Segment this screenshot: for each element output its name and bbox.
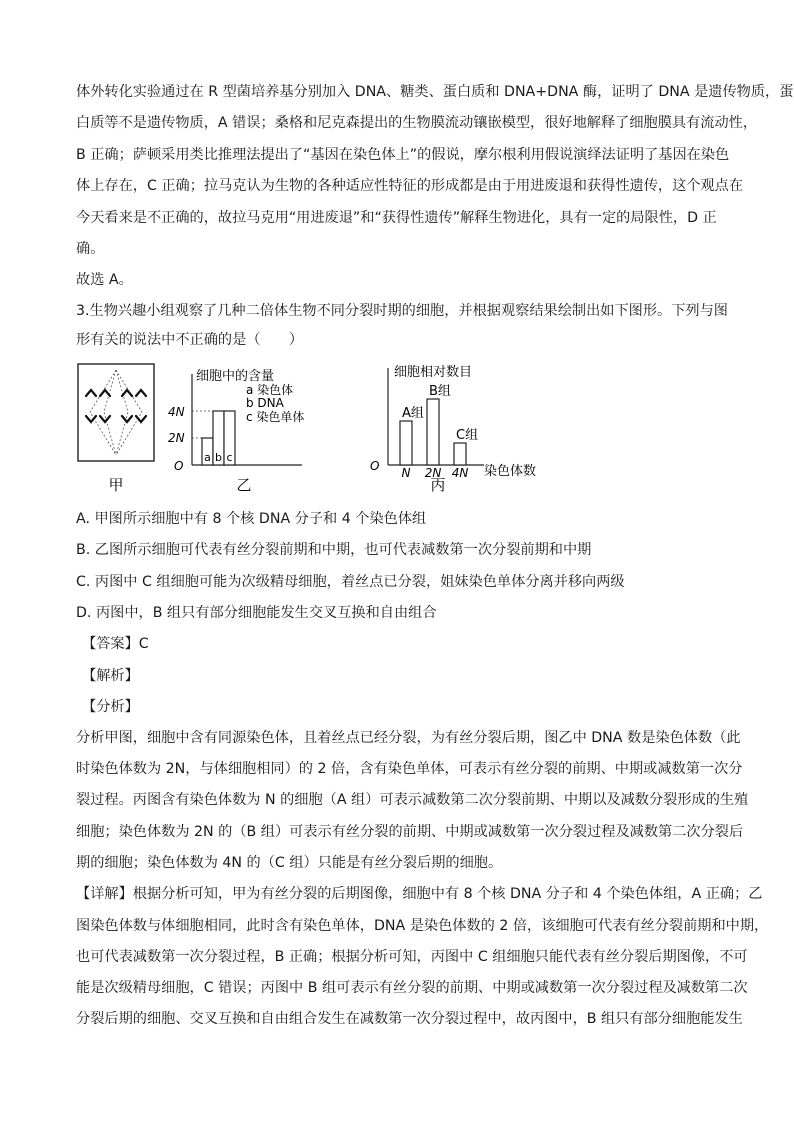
detail-line: 能是次级精母细胞，C 错误；丙图中 B 组可表示有丝分裂的前期、中期或减数第一次分裂过程及减数第二次 [76, 980, 748, 996]
jia-caption: 甲 [108, 476, 124, 494]
detail-line: 【详解】根据分析可知，甲为有丝分裂的后期图像，细胞中有 8 个核 DNA 分子和 4 个染色体组，A 正确；乙 [76, 886, 763, 902]
yi-bar-label-b: b [215, 451, 222, 464]
bing-group-label: B组 [429, 384, 451, 399]
text-line: 体外转化实验通过在 R 型菌培养基分别加入 DNA、糖类、蛋白质和 DNA+DNA 酶，证明了 DNA 是遗传物质，蛋 [76, 84, 794, 100]
text-line: 体上存在，C 正确；拉马克认为生物的各种适应性特征的形成都是由于用进废退和获得性遗传，这个观点在 [76, 178, 744, 194]
text-line: 确。 [76, 241, 105, 257]
bing-bar-2N [427, 399, 439, 465]
yi-bar-label-c: c [226, 451, 233, 464]
yi-bars [202, 411, 235, 465]
bing-caption: 丙 [430, 476, 446, 494]
detail-line: 图染色体数与体细胞相同，此时含有染色单体，DNA 是染色体数的 2 倍，该细胞可代表有丝分裂前期和中期， [76, 918, 769, 934]
jia-spindle [90, 370, 142, 455]
text-line: B 正确；萨顿采用类比推理法提出了“基因在染色体上”的假说，摩尔根利用假说演绎法证明了基因在染色 [76, 147, 730, 163]
yi-bar-label-a: a [204, 451, 211, 464]
question-stem: 形有关的说法中不正确的是（ ） [76, 332, 304, 348]
bing-xtick: N [401, 466, 411, 480]
option-b: B. 乙图所示细胞可代表有丝分裂前期和中期，也可代表减数第一次分裂前期和中期 [76, 542, 592, 558]
bing-ylabel: 细胞相对数目 [394, 365, 473, 380]
yi-ylabel: 细胞中的含量 [196, 369, 275, 384]
fenxi-line: 细胞；染色体数为 2N 的（B 组）可表示有丝分裂的前期、中期或减数第一次分裂过程及减数第二次分裂后 [76, 824, 744, 840]
yi-tick-4n: 4N [168, 405, 185, 419]
figure-bing [370, 364, 536, 494]
text-line: 白质等不是遗传物质，A 错误；桑格和尼克森提出的生物膜流动镶嵌模型，很好地解释了细胞膜具有流动性， [76, 115, 758, 131]
analysis-heading: 【解析】 [82, 668, 139, 684]
figure-svg [76, 360, 536, 500]
option-c: C. 丙图中 C 组细胞可能为次级精母细胞，着丝点已分裂，姐妹染色单体分离并移向两级 [76, 574, 625, 590]
question-figure [76, 360, 536, 500]
fenxi-line: 裂过程。丙图含有染色体数为 N 的细胞（A 组）可表示减数第二次分裂前期、中期以及减数分裂形成的生殖 [76, 792, 749, 808]
bing-bar-N [400, 421, 412, 465]
jia-chromosomes [86, 390, 146, 422]
bing-xtick: 4N [451, 466, 469, 480]
option-a: A. 甲图所示细胞中有 8 个核 DNA 分子和 4 个染色体组 [76, 511, 427, 527]
prev-choice: 故选 A。 [76, 272, 133, 288]
bing-bar-4N [454, 443, 466, 465]
fenxi-heading: 【分析】 [82, 699, 139, 715]
figure-jia [78, 364, 154, 494]
fenxi-line: 时染色体数为 2N，与体细胞相同）的 2 倍，含有染色单体，可表示有丝分裂的前期、中期或减数第一次分 [76, 761, 743, 777]
answer: 【答案】C [82, 636, 149, 652]
bing-group-label: C组 [456, 428, 479, 443]
bing-bars [400, 384, 478, 480]
detail-line: 也可代表减数第一次分裂过程，B 正确；根据分析可知，丙图中 C 组细胞只能代表有丝分裂后期图像，不可 [76, 949, 748, 965]
option-d: D. 丙图中，B 组只有部分细胞能发生交叉互换和自由组合 [76, 605, 437, 621]
fenxi-line: 分析甲图，细胞中含有同源染色体，且着丝点已经分裂，为有丝分裂后期，图乙中 DNA 数是染色体数（此 [76, 730, 741, 746]
yi-origin: O [174, 459, 184, 473]
text-line: 今天看来是不正确的，故拉马克用“用进废退”和“获得性遗传”解释生物进化，具有一定的局限性，D 正 [76, 210, 717, 226]
yi-caption: 乙 [236, 476, 252, 494]
bing-origin: O [370, 459, 380, 473]
bing-group-label: A组 [402, 406, 424, 421]
yi-legend-c: c 染色单体 [246, 410, 305, 424]
figure-yi [168, 368, 304, 494]
question-stem: 3.生物兴趣小组观察了几种二倍体生物不同分裂时期的细胞，并根据观察结果绘制出如下图形。下列与图 [76, 303, 728, 319]
jia-cell-frame [78, 364, 154, 461]
yi-legend-b: b DNA [246, 396, 284, 410]
fenxi-line: 期的细胞；染色体数为 4N 的（C 组）只能是有丝分裂后期的细胞。 [76, 855, 503, 871]
detail-line: 分裂后期的细胞、交叉互换和自由组合发生在减数第一次分裂过程中，故丙图中，B 组只有部分细胞能发生 [76, 1011, 743, 1027]
yi-tick-2n: 2N [168, 431, 185, 445]
bing-xtick: 2N [424, 466, 442, 480]
yi-legend-a: a 染色体 [246, 383, 294, 397]
bing-xlabel: 染色体数 [484, 464, 536, 479]
